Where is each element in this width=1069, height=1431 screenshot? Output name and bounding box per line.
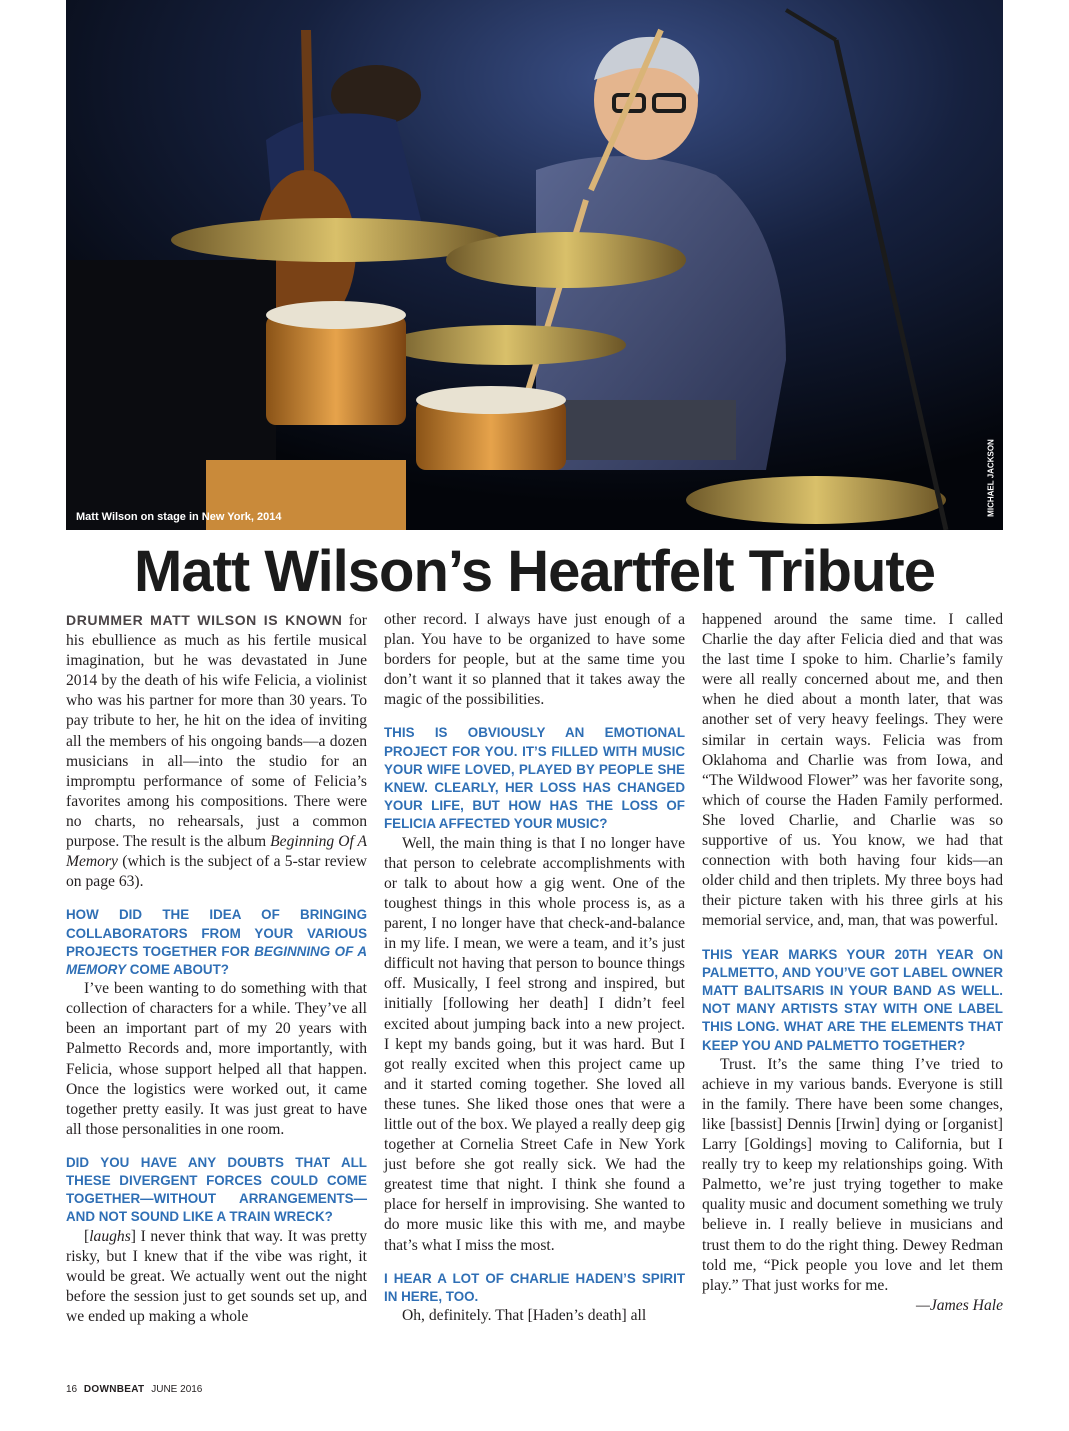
page-folio — [66, 1384, 202, 1395]
answer-3: Well, the main thing is that I no longer have that person to celebrate accomplishments with or talk to about how a gig went. One of the toughest things in this whole process is, as a parent, I no longer have that check-and-balance in my life. I mean, we were a team, and it’s just difficult not having that person to bounce things off. Musically, I feel strong and inspired, but initially [following her death] I didn’t feel excited about jumping back into a new project. I kept my bands going, but it was hard. But I got really excited when this project came up and it started coming together. She loved all these tunes. She liked those ones that were a little out of the box. We played a really deep gig together at Cornelia Street Cafe in New York just before she got really sick. We had the greatest time that night. I think she found a place for herself in improvising. She wanted to do more music like this with me, and maybe that’s what I miss the most. — [384, 834, 685, 1254]
question-1-album-title: BEGINNING OF A MEMORY — [66, 943, 367, 977]
article-photo — [66, 0, 1003, 530]
text-column-3 — [702, 610, 1003, 1316]
answer-1: I’ve been wanting to do something with that collection of characters for a while. They’ve all been an important part of my 20 years with Palmetto Records and, more importantly, with Felicia, whose support helped all that happen. Once the logistics were worked out, it came together pretty easily. It was just great to have all those personalities in one room. — [66, 980, 367, 1138]
intro-text-2: (which is the subject of a 5-star review on page 63). — [66, 853, 367, 891]
answer-2-part-2: other record. I always have just enough of a plan. You have to be organized to have some borders for people, but at the same time you don’t want it so planned that it takes away the magic of the possibilities. — [384, 611, 685, 709]
page-number: 16 — [66, 1384, 78, 1395]
photo-caption: Matt Wilson on stage in New York, 2014 — [76, 511, 282, 523]
question-1-text-1: HOW DID THE IDEA OF BRINGING COLLABORATORS FROM YOUR VARIOUS PROJECTS TOGETHER FOR — [66, 907, 367, 959]
question-3: THIS IS OBVIOUSLY AN EMOTIONAL PROJECT FOR YOU. IT’S FILLED WITH MUSIC YOUR WIFE LOVED, PLAYED BY PEOPLE SHE KNEW. CLEARLY, HER LOSS HAS CHANGED YOUR LIFE, BUT HOW HAS THE LOSS OF FELICIA AFFECTED YOUR MUSIC? — [384, 725, 685, 832]
answer-4-part-1: Oh, definitely. That [Haden’s death] all — [402, 1307, 647, 1325]
article-headline: Matt Wilson’s Heartfelt Tribute — [134, 539, 935, 604]
author-signature: —James Hale — [915, 1296, 1003, 1314]
answer-2-laughs: laughs — [89, 1227, 131, 1245]
intro-lead: DRUMMER MATT WILSON IS KNOWN — [66, 612, 343, 628]
text-column-1 — [66, 610, 367, 1327]
question-1 — [66, 906, 367, 979]
question-2: DID YOU HAVE ANY DOUBTS THAT ALL THESE DIVERGENT FORCES COULD COME TOGETHER—WITHOUT ARRANGEMENTS—AND NOT SOUND LIKE A TRAIN WRECK? — [66, 1154, 367, 1225]
photo-credit — [985, 438, 997, 518]
intro-album-title: Beginning Of A Memory — [66, 833, 367, 871]
question-4: I HEAR A LOT OF CHARLIE HADEN’S SPIRIT IN HERE, TOO. — [384, 1270, 685, 1304]
issue-date: JUNE 2016 — [151, 1384, 203, 1395]
intro-paragraph — [66, 610, 367, 892]
answer-2-part-1: [laughs] I never think that way. It was pretty risky, but I knew that if the vibe was right, it would be great. We actually went out the night before the session just to get sounds set up, and we ended up making a whole — [66, 1227, 367, 1326]
question-5: THIS YEAR MARKS YOUR 20TH YEAR ON PALMETTO, AND YOU’VE GOT LABEL OWNER MATT BALITSARIS IN YOUR BAND AS WELL. NOT MANY ARTISTS STAY WITH ONE LABEL THIS LONG. WHAT ARE THE ELEMENTS THAT KEEP YOU AND PALMETTO TOGETHER? — [702, 946, 1003, 1053]
magazine-name: DOWNBEAT — [83, 1384, 145, 1395]
drummer-photo-illustration — [66, 0, 1003, 530]
photo-credit-text: MICHAEL JACKSON — [986, 439, 996, 517]
question-1-text-2: COME ABOUT? — [126, 961, 229, 977]
answer-5: Trust. It’s the same thing I’ve tried to achieve in my various bands. Everyone is still in the family. There have been some changes, like [bassist] Dennis [Irwin] dying or [organist] Larry [Goldings] moving to California, but I really try to keep my relationships going. With Palmetto, we’re just trying together to make quality music and document something we truly believe in. I really believe in musicians and trust them to do the right thing. Dewey Redman told me, “Pick people you love and let them play.” That just works for me. — [702, 1055, 1003, 1294]
answer-2-text: ] I never think that way. It was pretty risky, but I knew that if the vibe was right, it would be great. We actually went out the night before the session just to get sounds set up, and we ended up making a whole — [66, 1227, 367, 1326]
text-column-2 — [384, 610, 685, 1326]
intro-text-1: for his ebullience as much as his fertile musical imagination, but he was devastated in June 2014 by the death of his wife Felicia, a violinist who was his partner for more than 30 years. To pay tribute to her, he hit on the idea of inviting all the members of his ongoing bands—a dozen musicians in all—into the studio for an impromptu performance of some of Felicia’s favorites among his compositions. There were no charts, no rehearsals, just a common purpose. The result is the album — [66, 612, 367, 851]
answer-4-part-2: happened around the same time. I called Charlie the day after Felicia died and that was the last time I spoke to him. Charlie’s family were all really concerned about me, and then when he died about a month later, that was another set of very heavy feelings. They were similar in certain ways. Felicia was from Oklahoma and Charlie was from Iowa, and “The Wildwood Flower” was her favorite song, which of course the Haden Family performed. She loved Charlie, and Charlie was so supportive of us. You know, we had that connection with both having four kids—an older child and then triplets. My three boys had their picture taken with his three girls at his memorial service, and, man, that was powerful. — [702, 611, 1003, 930]
